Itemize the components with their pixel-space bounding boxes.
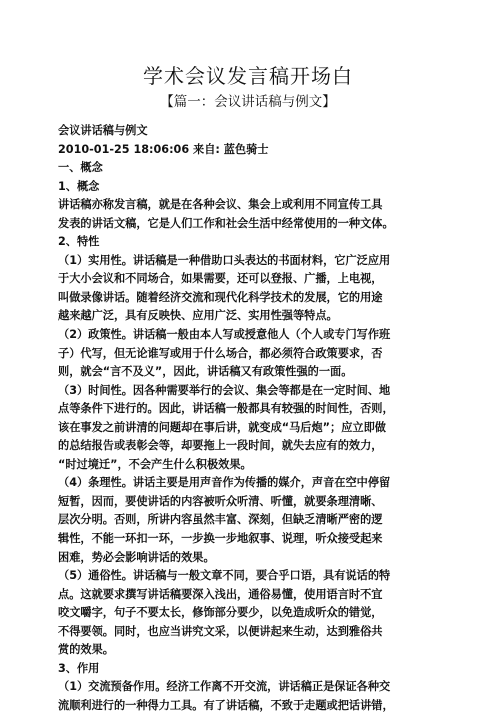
- text-line: 层次分明。否则，所讲内容虽然丰富、深刻，但缺乏清晰严密的逻: [58, 513, 383, 527]
- text-line: 流顺利进行的一种得力工具。有了讲话稿，不致于走题或把话讲错，: [58, 698, 394, 712]
- text-line: 则，就会“言不及义”，因此，讲话稿又有政策性强的一面。: [58, 365, 353, 379]
- text-line: 辑性，不能一环扣一环，一步换一步地叙事、说理，听众接受起来: [58, 532, 383, 546]
- text-line: 咬文嚼字，句子不要太长，修饰部分要少，以免造成听众的错觉，: [58, 606, 383, 620]
- section-heading: 1、概念: [58, 179, 100, 193]
- text-line: 不得要领。同时，也应当讲究文采，以便讲起来生动，达到雅俗共: [58, 624, 383, 638]
- text-line: 该在事发之前讲清的问题却在事后讲，就变成“马后炮”；应立即做: [58, 420, 386, 434]
- text-line: 越来越广泛，具有反映快、应用广泛、实用性强等特点。: [58, 309, 338, 323]
- text-line: （5）通俗性。讲话稿与一般文章不同，要合乎口语，具有说话的特: [58, 569, 391, 583]
- text-line: （2）政策性。讲话稿一般由本人写或授意他人（个人或专门写作班: [58, 328, 391, 342]
- section-heading: 3、作用: [58, 661, 100, 675]
- text-line: 会议讲话稿与例文: [58, 124, 148, 137]
- text-line: 2010-01-25 18:06:06 来自: 蓝色骑士: [58, 142, 269, 156]
- text-line: （4）条理性。讲话主要是用声音作为传播的媒介，声音在空中停留: [58, 476, 391, 490]
- text-line: （1）交流预备作用。经济工作离不开交流，讲话稿正是保证各种交: [58, 680, 391, 694]
- text-line: 点等条件下进行的。因此，讲话稿一般都具有较强的时间性，否则，: [58, 402, 394, 416]
- text-line: 发表的讲话文稿，它是人们工作和社会生活中经常使用的一种文体。: [58, 216, 394, 230]
- text-line: 点。这就要求撰写讲话稿要深入浅出，通俗易懂，使用语言时不宜: [58, 587, 383, 601]
- text-line: 困难，势必会影响讲话的效果。: [58, 550, 215, 564]
- text-line: “时过境迁”，不会产生什么积极效果。: [58, 457, 252, 471]
- text-line: （3）时间性。因各种需要举行的会议、集会等都是在一定时间、地: [58, 383, 391, 397]
- text-line: 叫做录像讲话。随着经济交流和现代化科学技术的发展，它的用途: [58, 290, 383, 304]
- section-heading: 2、特性: [58, 235, 100, 249]
- text-line: 讲话稿亦称发言稿，就是在各种会议、集会上或利用不同宣传工具: [58, 198, 383, 212]
- page-title: 学术会议发言稿开场白: [143, 64, 353, 88]
- document-body: [58, 122, 450, 716]
- text-line: 短暂，因而，要使讲话的内容被听众听清、听懂，就要条理清晰、: [58, 494, 383, 508]
- section-heading: 一、概念: [58, 161, 103, 175]
- text-line: 的总结报告或表彰会等，却要拖上一段时间，就失去应有的效力，: [58, 439, 383, 453]
- text-line: （1）实用性。讲话稿是一种借助口头表达的书面材料，它广泛应用: [58, 253, 391, 267]
- text-line: 子）代写，但无论谁写或用于什么场合，都必须符合政策要求，否: [58, 346, 383, 360]
- text-line: 赏的效果。: [58, 643, 114, 657]
- page-subtitle: 【篇一：会议讲话稿与例文】: [160, 94, 336, 110]
- text-line: 于大小会议和不同场合，如果需要，还可以登报、广播，上电视，: [58, 272, 383, 286]
